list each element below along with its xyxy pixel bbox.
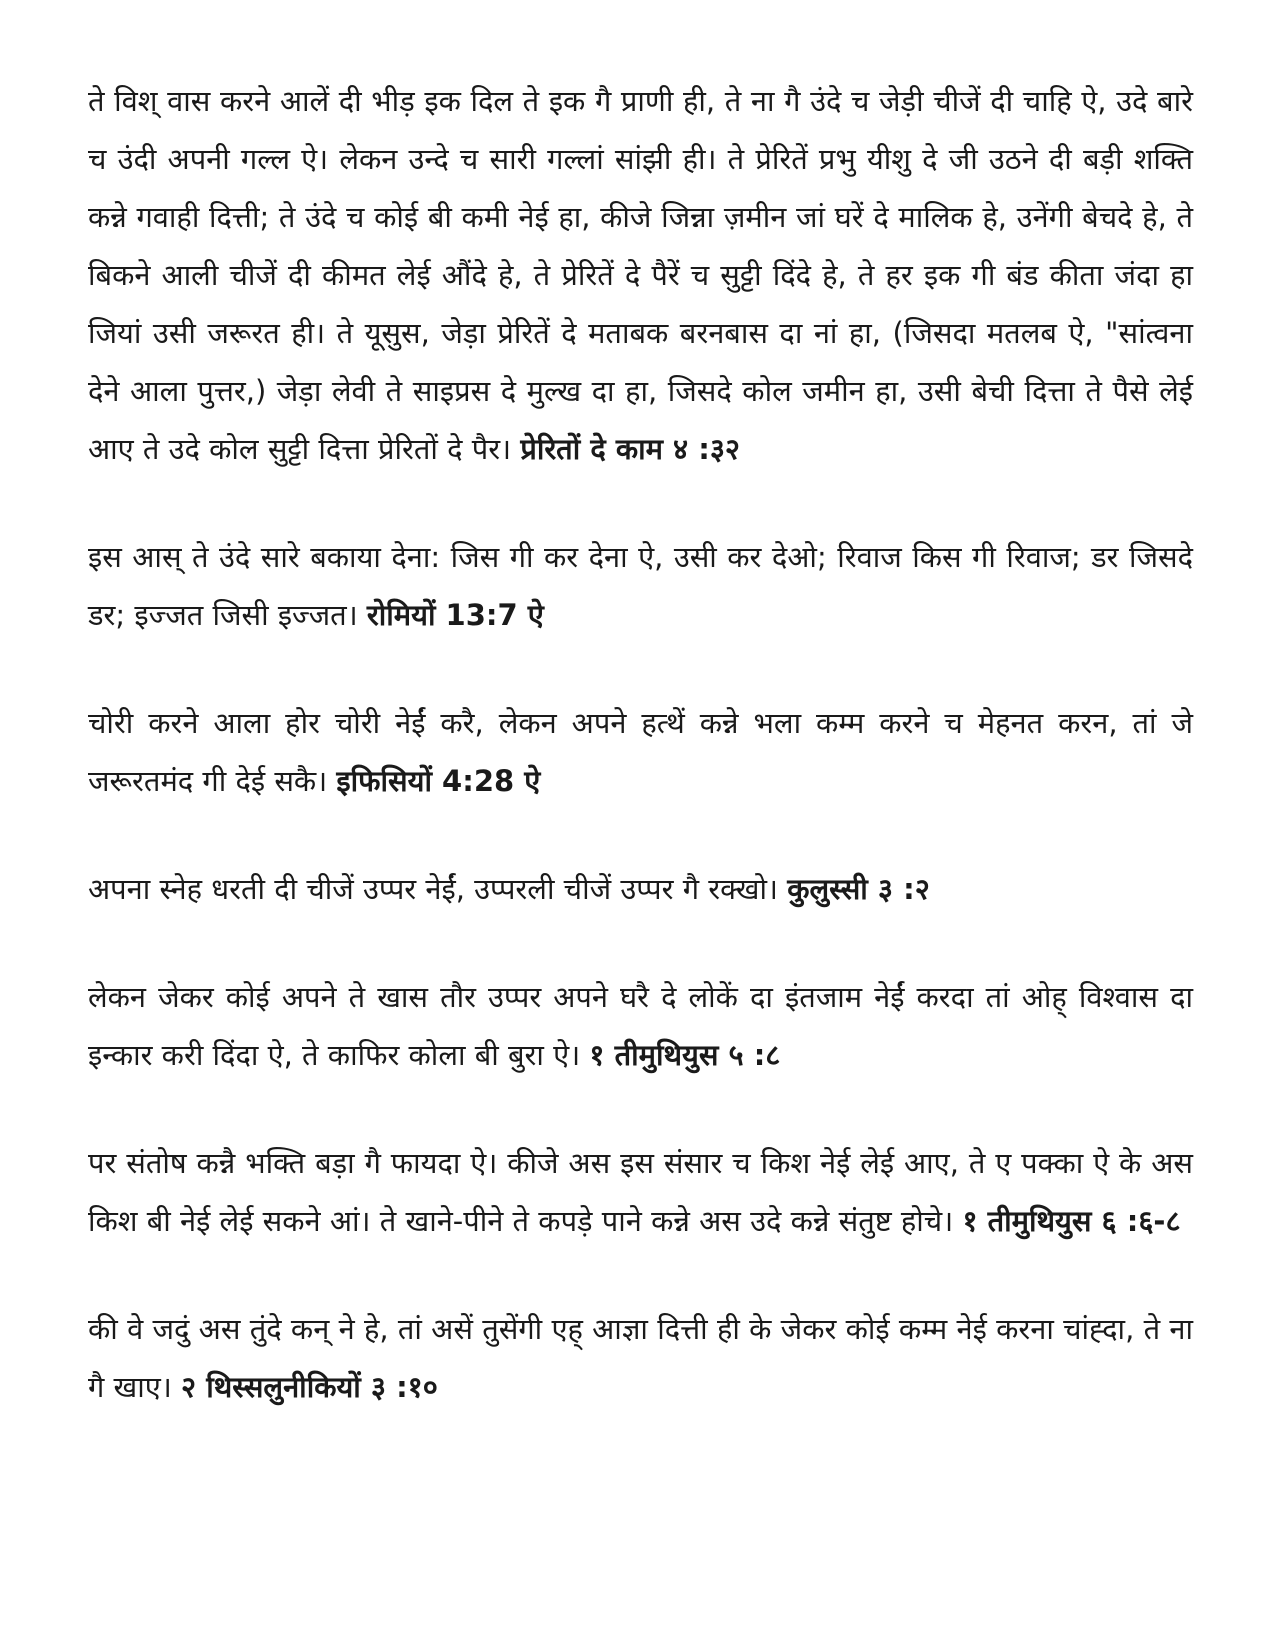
verse-paragraph-2 (88, 528, 1193, 644)
verse-text: लेकन जेकर कोई अपने ते खास तौर उप्पर अपने घरै दे लोकें दा इंतजाम नेईं करदा तां ओह् विश्वास दा इन्कार करी दिंदा ऐ, ते काफिर कोला बी बुरा ऐ। (88, 980, 1193, 1072)
verse-text: चोरी करने आला होर चोरी नेईं करै, लेकन अपने हत्थें कन्ने भला कम्म करने च मेहनत करन, तां जे जरूरतमंद गी देई सकै। (88, 706, 1193, 798)
verse-paragraph-5 (88, 968, 1193, 1084)
verse-paragraph-4 (88, 860, 1193, 918)
verse-paragraph-7 (88, 1300, 1193, 1416)
verse-text: की वे जदुं अस तुंदे कन् ने हे, तां असें तुसेंगी एह् आज्ञा दित्ती ही के जेकर कोई कम्म नेई करना चांह्दा, ते ना गै खाए। (88, 1312, 1193, 1404)
verse-reference: रोमियों 13:7 ऐ (366, 598, 544, 632)
verse-text: इस आस् ते उंदे सारे बकाया देना: जिस गी कर देना ऐ, उसी कर देओ; रिवाज किस गी रिवाज; डर जिसदे डर; इज्जत जिसी इज्जत। (88, 540, 1193, 632)
verse-reference: इफिसियों 4:28 ऐ (336, 764, 541, 798)
verse-reference: प्रेरितों दे काम ४ :३२ (520, 432, 740, 466)
verse-reference: २ थिस्सलुनीकियों ३ :१० (181, 1370, 438, 1404)
verse-paragraph-6 (88, 1134, 1193, 1250)
verse-reference: कुलुस्सी ३ :२ (787, 872, 930, 906)
verse-text: पर संतोष कन्नै भक्ति बड़ा गै फायदा ऐ। कीजे अस इस संसार च किश नेई लेई आए, ते ए पक्का ऐ के अस किश बी नेई लेई सकने आं। ते खाने-पीने ते कपड़े पाने कन्ने अस उदे कन्ने संतुष्ट होचे। (88, 1146, 1193, 1238)
verse-reference: १ तीमुथियुस ६ :६-८ (962, 1204, 1181, 1238)
verse-paragraph-1 (88, 72, 1193, 478)
verse-reference: १ तीमुथियुस ५ :८ (589, 1038, 781, 1072)
verse-text: ते विश् वास करने आलें दी भीड़ इक दिल ते इक गै प्राणी ही, ते ना गै उंदे च जेड़ी चीजें दी चाहि ऐ, उदे बारे च उंदी अपनी गल्ल ऐ। लेकन उन्दे च सारी गल्लां सांझी ही। ते प्रेरितें प्रभु यीशु दे जी उठने दी बड़ी शक्ति कन्ने गवाही दित्ती; ते उंदे च कोई बी कमी नेई हा, कीजे जिन्ना ज़मीन जां घरें दे मालिक हे, उनेंगी बेचदे हे, ते बिकने आली चीजें दी कीमत लेई औंदे हे, ते प्रेरितें दे पैरें च सुट्टी दिंदे हे, ते हर इक गी बंड कीता जंदा हा जियां उसी जरूरत ही। ते यूसुस, जेड़ा प्रेरितें दे मताबक बरनबास दा नां हा, (जिसदा मतलब ऐ, "सांत्वना देने आला पुत्तर,) जेड़ा लेवी ते साइप्रस दे मुल्ख दा हा, जिसदे कोल जमीन हा, उसी बेची दित्ता ते पैसे लेई आए ते उदे कोल सुट्टी दित्ता प्रेरितों दे पैर। (88, 84, 1193, 466)
verse-text: अपना स्नेह धरती दी चीजें उप्पर नेईं, उप्परली चीजें उप्पर गै रक्खो। (88, 872, 778, 906)
verse-paragraph-3 (88, 694, 1193, 810)
